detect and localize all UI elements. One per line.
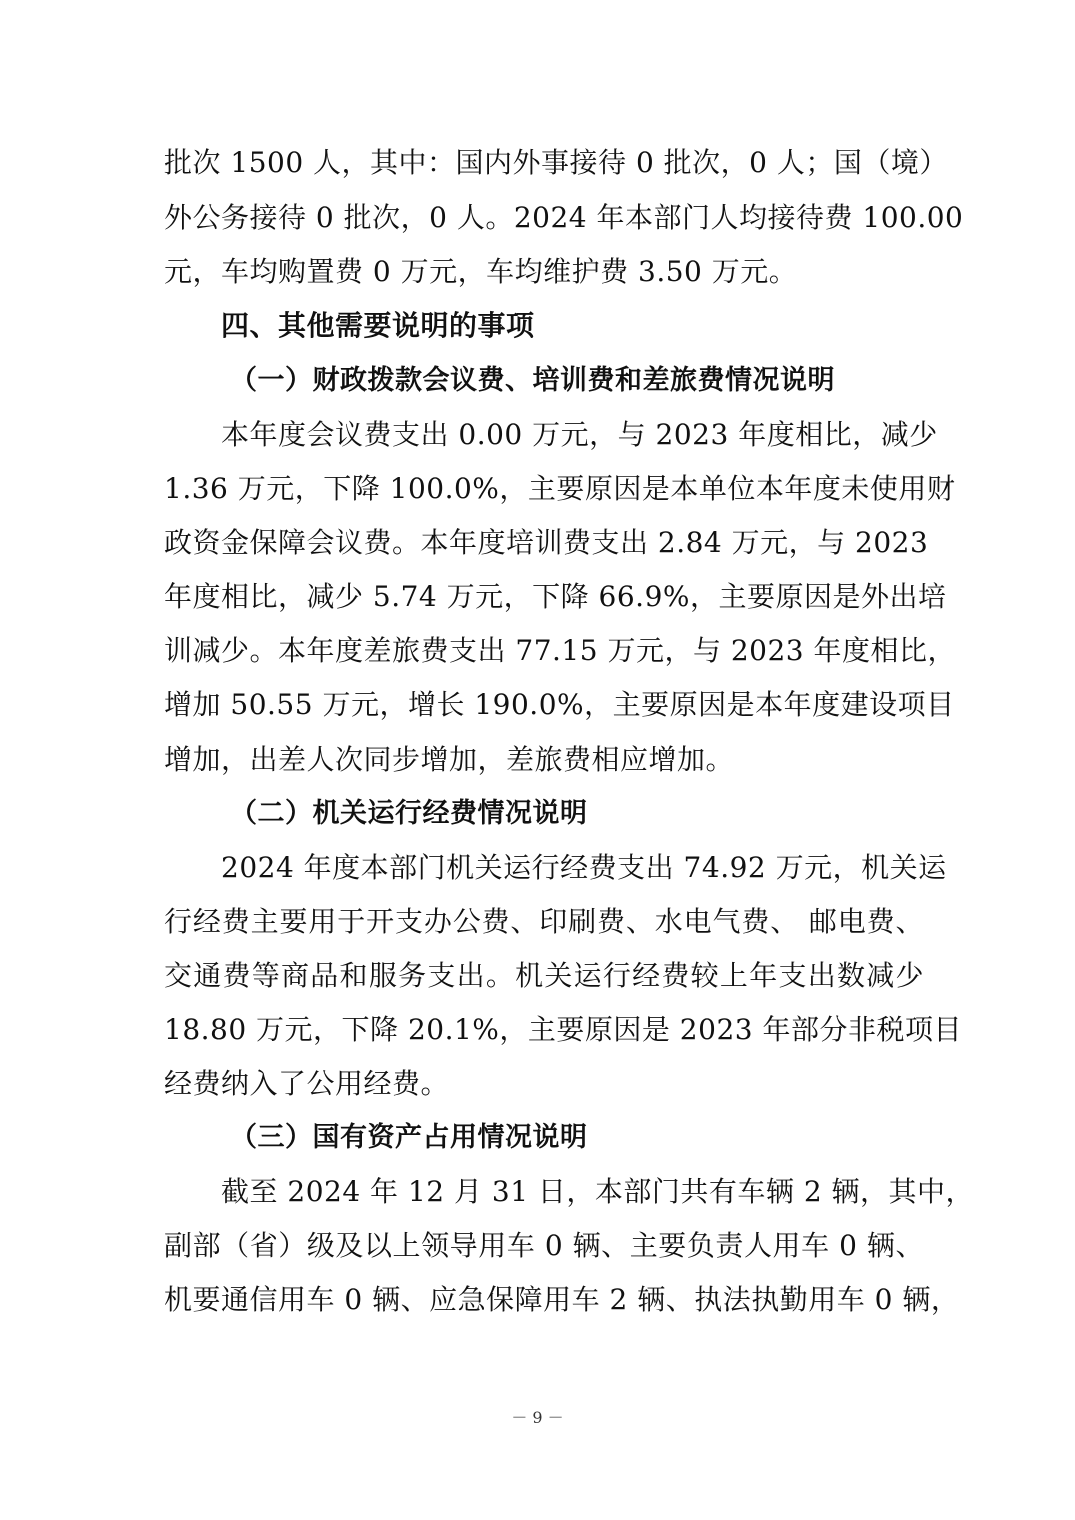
paragraph-line: 训减少。本年度差旅费支出 77.15 万元，与 2023 年度相比，	[164, 634, 957, 667]
paragraph-line: 18.80 万元，下降 20.1%，主要原因是 2023 年部分非税项目	[164, 1013, 962, 1046]
paragraph-line: 年度相比，减少 5.74 万元，下降 66.9%，主要原因是外出培	[164, 580, 947, 613]
paragraph-line: 政资金保障会议费。本年度培训费支出 2.84 万元，与 2023	[164, 526, 929, 559]
subsection-heading: （一）财政拨款会议费、培训费和差旅费情况说明	[230, 365, 835, 396]
paragraph-line: 截至 2024 年 12 月 31 日，本部门共有车辆 2 辆，其中，	[221, 1175, 975, 1208]
paragraph-line: 外公务接待 0 批次，0 人。2024 年本部门人均接待费 100.00	[164, 201, 964, 234]
paragraph-line: 交通费等商品和服务支出。机关运行经费较上年支出数减少	[164, 959, 924, 992]
subsection-heading: （二）机关运行经费情况说明	[230, 798, 588, 829]
section-heading: 四、其他需要说明的事项	[221, 309, 535, 342]
paragraph-line: 批次 1500 人，其中：国内外事接待 0 批次，0 人；国（境）	[164, 146, 948, 179]
paragraph-line: 副部（省）级及以上领导用车 0 辆、主要负责人用车 0 辆、	[164, 1229, 924, 1262]
paragraph-line: 增加 50.55 万元，增长 190.0%，主要原因是本年度建设项目	[164, 688, 955, 721]
paragraph-line: 本年度会议费支出 0.00 万元，与 2023 年度相比，减少	[221, 418, 938, 451]
paragraph-line: 元，车均购置费 0 万元，车均维护费 3.50 万元。	[164, 255, 798, 288]
paragraph-line: 经费纳入了公用经费。	[164, 1067, 450, 1100]
paragraph-line: 行经费主要用于开支办公费、印刷费、水电气费、 邮电费、	[164, 905, 924, 938]
subsection-heading: （三）国有资产占用情况说明	[230, 1122, 588, 1153]
paragraph-line: 增加，出差人次同步增加，差旅费相应增加。	[164, 743, 735, 776]
paragraph-line: 2024 年度本部门机关运行经费支出 74.92 万元，机关运	[221, 851, 947, 884]
paragraph-line: 1.36 万元，下降 100.0%，主要原因是本单位本年度未使用财	[164, 472, 956, 505]
paragraph-line: 机要通信用车 0 辆、应急保障用车 2 辆、执法执勤用车 0 辆，	[164, 1283, 960, 1316]
page-number: － 9 －	[511, 1408, 564, 1427]
